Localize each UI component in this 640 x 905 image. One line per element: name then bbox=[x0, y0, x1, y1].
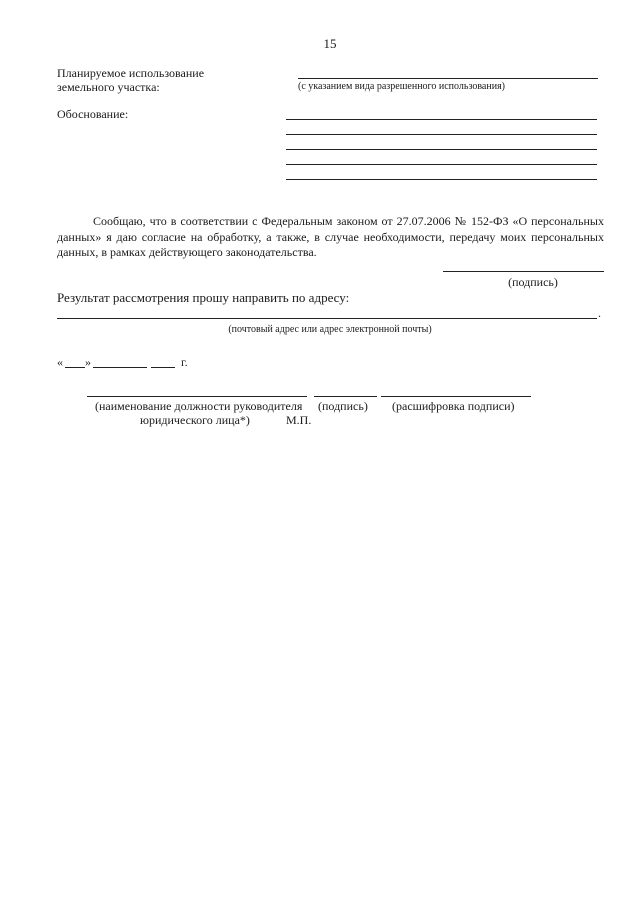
consent-paragraph: Сообщаю, что в соответствии с Федеральным законом от 27.07.2006 № 152-ФЗ «О персональных данных» я даю согласие на обработку, а также, в случае необходимости, передачу моих персональных данных, в рамках действующего законодательства. bbox=[57, 214, 604, 259]
date-open-quote: « bbox=[57, 355, 63, 369]
justification-line-2[interactable] bbox=[286, 134, 597, 135]
land-use-input-line[interactable] bbox=[298, 78, 598, 79]
land-use-label bbox=[57, 66, 257, 94]
date-day-line[interactable] bbox=[65, 367, 85, 368]
date-close-quote: » bbox=[85, 355, 91, 369]
consent-signature-line[interactable] bbox=[443, 271, 604, 272]
result-label: Результат рассмотрения прошу направить по адресу: bbox=[57, 290, 350, 305]
date-year-suffix: г. bbox=[181, 355, 188, 369]
consent-signature-caption: (подпись) bbox=[508, 275, 558, 289]
justification-line-5[interactable] bbox=[286, 179, 597, 180]
justification-label: Обоснование: bbox=[57, 107, 129, 121]
land-use-label-line2: земельного участка: bbox=[57, 80, 160, 94]
position-caption-line2: юридического лица*) bbox=[140, 413, 250, 427]
justification-line-1[interactable] bbox=[286, 119, 597, 120]
page-number: 15 bbox=[323, 36, 337, 51]
result-caption: (почтовый адрес или адрес электронной почты) bbox=[228, 324, 432, 335]
result-address-line[interactable] bbox=[57, 318, 597, 319]
signature-caption: (подпись) bbox=[318, 399, 368, 413]
date-month-line[interactable] bbox=[93, 367, 147, 368]
date-year-line[interactable] bbox=[151, 367, 175, 368]
position-caption-line1: (наименование должности руководителя bbox=[95, 399, 303, 413]
signature-line[interactable] bbox=[314, 396, 377, 397]
transcript-caption: (расшифровка подписи) bbox=[392, 399, 515, 413]
result-trailing-dot: . bbox=[598, 306, 601, 320]
land-use-label-line1: Планируемое использование bbox=[57, 66, 205, 80]
stamp-label: М.П. bbox=[286, 413, 312, 427]
justification-line-3[interactable] bbox=[286, 149, 597, 150]
land-use-caption: (с указанием вида разрешенного использования) bbox=[298, 81, 506, 92]
position-line[interactable] bbox=[87, 396, 307, 397]
transcript-line[interactable] bbox=[381, 396, 531, 397]
justification-line-4[interactable] bbox=[286, 164, 597, 165]
